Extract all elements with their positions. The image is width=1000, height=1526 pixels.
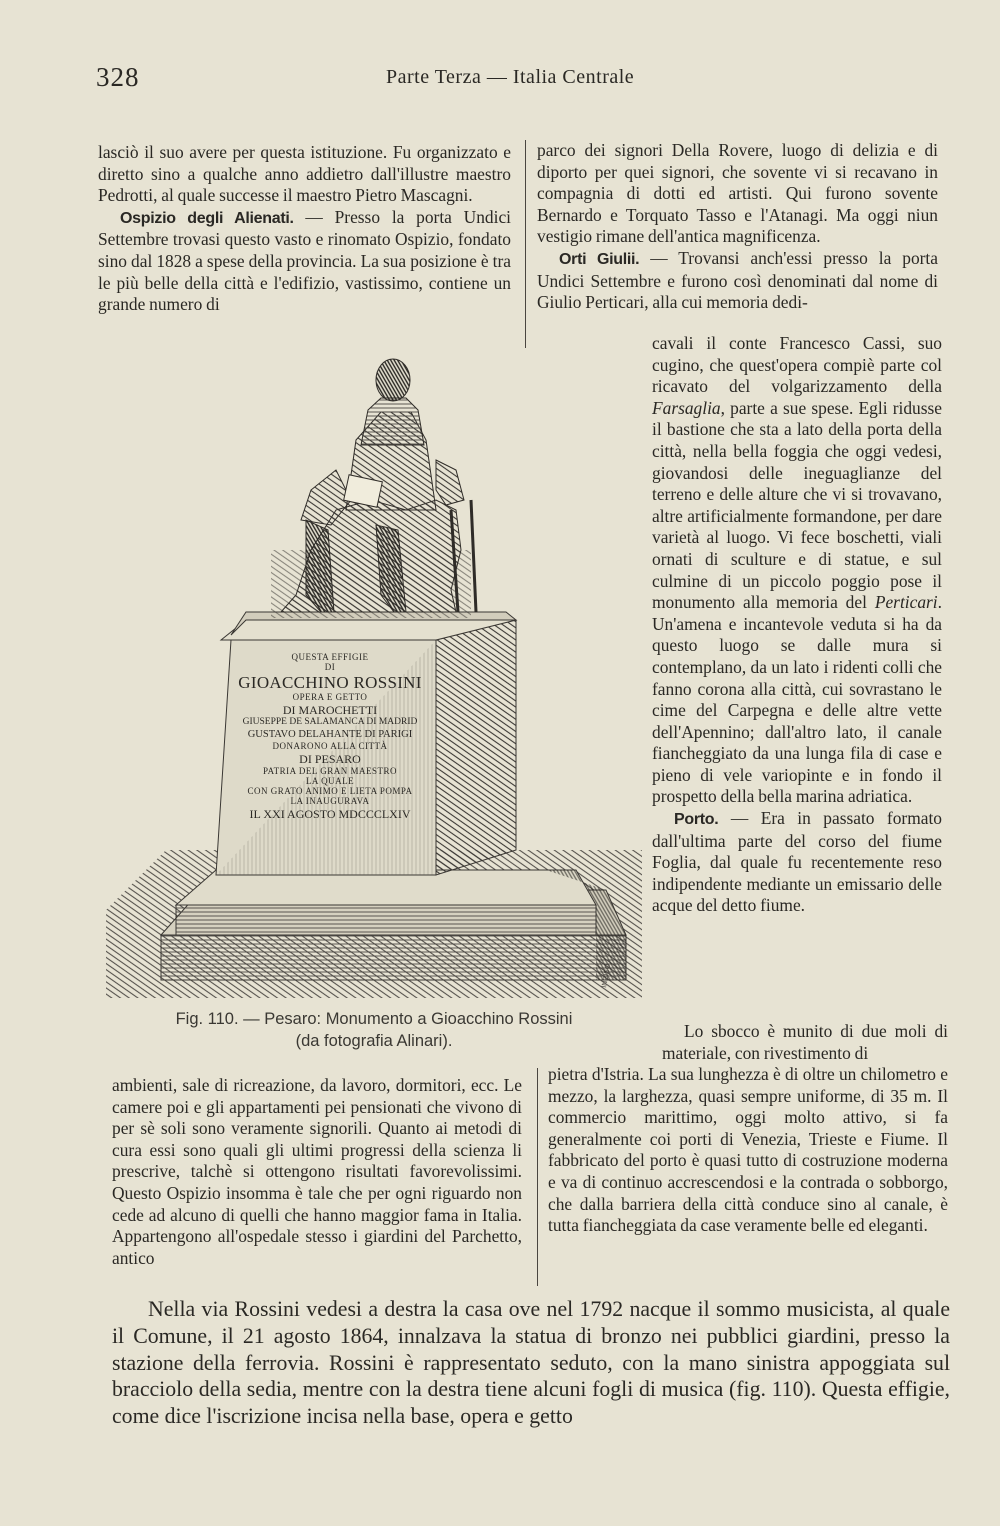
pedestal-inscription — [234, 652, 426, 822]
paragraph-istituzione: lasciò il suo avere per questa istituzione. Fu organizzato e diretto sino a qualche anno addietro dall'illustre maestro Pedrotti, al quale successe il maestro Pietro Mascagni. — [98, 142, 511, 206]
left-column-top — [98, 142, 511, 316]
paragraph-porto — [652, 808, 942, 917]
figure-caption — [130, 1008, 618, 1052]
paragraph-via-rossini: Nella via Rossini vedesi a destra la casa ove nel 1792 nacque il sommo musicista, al quale il Comune, il 21 agosto 1864, innalzava la statua di bronzo nei pubblici giardini, presso la stazione della ferrovia. Rossini è rappresentato seduto, con la mano sinistra appoggiata sul bracciolo della sedia, mentre con la destra tiene alcuni fogli di musica (fig. 110). Questa effigie, come dice l'iscrizione incisa nella base, opera e getto — [112, 1297, 950, 1429]
inscription-line-1: QUESTA EFFIGIE — [291, 652, 369, 662]
left-column-bottom — [112, 1075, 522, 1269]
page-header — [96, 62, 946, 98]
text-porto: — Era in passato formato dall'ultima parte del corso del fiume Foglia, dal quale fu recentemente reso indipendente mediante un emissario delle acque del detto fiume. — [652, 808, 942, 916]
paragraph-parco: parco dei signori Della Rovere, luogo di delizia e di diporto per quei signori, che sovente vi si recavano in compagnia di dotti ed artisti. Qui furono sovente Bernardo e Torquato Tasso e l'Atanagi. Ma oggi niun vestigio rimane dell'antica magnificenza. — [537, 140, 938, 247]
inscription-line-12: CON GRATO ANIMO E LIETA POMPA — [247, 786, 413, 796]
text-farsaglia: Farsaglia — [652, 397, 721, 418]
right-column-bottom — [548, 1064, 948, 1237]
paragraph-pietra-istria: pietra d'Istria. La sua lunghezza è di oltre un chilometro e mezzo, la larghezza, quasi sempre uniforme, di 35 m. Il commercio marittimo, oggi molto attivo, si fa generalmente coi porti di Venezia, Trieste e Fiume. Il fabbricato del porto è quasi tutto di costruzione moderna e va di continuo accrescendosi e la contrada o sobborgo, che dalla barriera della città conduce sino al canale, è tutta fiancheggiata da case veramente belle ed eleganti. — [548, 1064, 948, 1236]
column-rule-bottom — [537, 1068, 538, 1286]
inscription-line-13: LA INAUGURAVA — [290, 796, 370, 806]
inscription-line-7: GUSTAVO DELAHANTE DI PARIGI — [247, 728, 413, 740]
text-ospizio: — Presso la porta Undici Settembre trovasi questo vasto e rinomato Ospizio, fondato sino dal 1828 a spese della provincia. La sua posizione è tra le più belle della città e l'edifizio, vastissimo, contiene un grande numero di — [98, 206, 512, 315]
caption-line-2: (da fotografia Alinari). — [295, 1032, 453, 1050]
caption-line-1: Fig. 110. — Pesaro: Monumento a Gioacchino Rossini — [175, 1010, 573, 1028]
inscription-line-11: LA QUALE — [305, 776, 355, 786]
page-number: 328 — [96, 62, 140, 92]
column-rule-top — [525, 140, 526, 348]
inscription-line-2: DI — [324, 662, 336, 672]
right-column-top — [537, 140, 938, 314]
heading-ospizio: Ospizio degli Alienati. — [120, 209, 294, 227]
right-column-wrap — [652, 333, 942, 917]
svg-text:INCISO: INCISO — [601, 963, 613, 989]
pedestal-base — [161, 870, 626, 980]
inscription-line-5: DI MAROCHETTI — [282, 703, 378, 717]
inscription-line-14: IL XXI AGOSTO MDCCCLXIV — [249, 807, 411, 821]
paragraph-orti-giulii — [537, 248, 938, 314]
text-orti-2: , parte a sue spese. Egli ridusse il bastione che sta a lato della porta della città, nella bella foggia che oggi vedesi, giovandosi delle ineguaglianze del terreno e delle alture che vi si trovavano, altre artificialmente formandone, per dare varietà al luogo. Vi fece boschetti, viali ornati di sculture e di statue, e sul culmine di un piccolo poggio pose il monumento alla memoria del — [652, 397, 942, 613]
heading-porto: Porto. — [674, 811, 719, 829]
figure-rossini-monument — [106, 350, 642, 998]
right-column-sbocco — [662, 1021, 948, 1064]
paragraph-ospizio — [98, 207, 511, 316]
paragraph-orti-continued — [652, 333, 942, 808]
inscription-line-9: DI PESARO — [299, 752, 361, 766]
heading-orti-giulii: Orti Giulii. — [559, 250, 640, 268]
inscription-line-3: GIOACCHINO ROSSINI — [238, 673, 422, 692]
text-orti-3: . Un'amena e incantevole veduta si ha da questo luogo se dalle mura si contemplano, da un lato i ridenti colli che fanno corona alla città, cui sovrastano le cime del Carpegna e delle altre vette dell'Apennino; dall'altro lato, il canale fiancheggiato da una lunga fila di case e pieno di vele variopinte e in fondo il prospetto della bella marina adriatica. — [652, 592, 942, 807]
inscription-line-6: GIUSEPPE DE SALAMANCA DI MADRID — [242, 717, 418, 727]
text-perticari: Perticari — [874, 592, 938, 613]
paragraph-ambienti: ambienti, sale di ricreazione, da lavoro, dormitori, ecc. Le camere poi e gli appartamenti pei pensionati che vivono di per sè soli sono veramente signorili. Quanto ai metodi di cura essi sono quali gli ultimi progressi della scienza li prescrive, talchè si ottengono risultati favorevolissimi. Questo Ospizio insomma è tale che per ogni riguardo non cede ad alcuno di quelli che hanno maggior fama in Italia. Appartengono all'ospedale stesso i giardini del Parchetto, antico — [112, 1075, 522, 1268]
seated-statue — [271, 359, 476, 618]
text-orti-giulii: — Trovansi anch'essi presso la porta Undici Settembre e furono così denominati dal nome di Giulio Perticari, alla cui memoria dedi- — [537, 247, 938, 313]
inscription-line-10: PATRIA DEL GRAN MAESTRO — [262, 766, 398, 776]
running-title: Parte Terza — Italia Centrale — [386, 66, 635, 88]
inscription-line-4: OPERA E GETTO — [292, 692, 368, 702]
paragraph-sbocco: Lo sbocco è munito di due moli di materiale, con rivestimento di — [662, 1021, 948, 1063]
inscription-line-8: DONARONO ALLA CITTÀ — [272, 741, 388, 751]
text-orti-1: cavali il conte Francesco Cassi, suo cugino, che quest'opera compiè parte col ricavato del volgarizzamento della — [652, 333, 942, 397]
